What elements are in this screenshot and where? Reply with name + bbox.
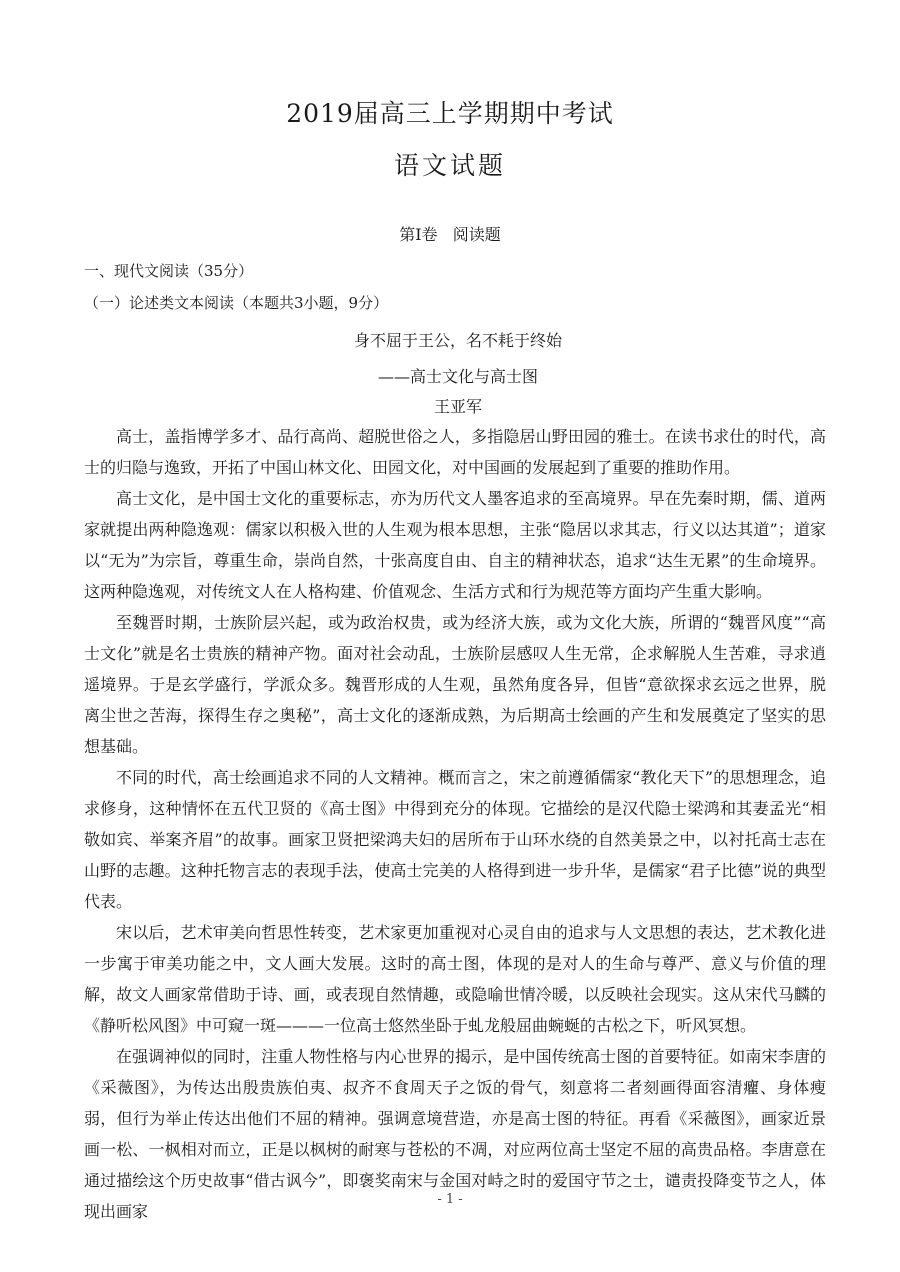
article-title: 身不屈于王公，名不耗于终始 (353, 331, 562, 350)
paragraph: 宋以后，艺术审美向哲思性转变，艺术家更加重视对心灵自由的追求与人文思想的表达，艺术教化进一步寓于审美功能之中，文人画大发展。这时的高士图，体现的是对人的生命与尊严、意义与价值的理解，故文人画家常借助于诗、画，或表现自然情趣，或隐喻世情冷暖，以反映社会现实。这从宋代马麟的《静听松风图》中可窥一斑———一位高士悠然坐卧于虬龙般屈曲蜿蜒的古松之下，听风冥想。 (84, 923, 826, 1035)
paragraph: 高士文化，是中国士文化的重要标志，亦为历代文人墨客追求的至高境界。早在先秦时期，儒、道两家就提出两种隐逸观：儒家以积极入世的人生观为根本思想，主张“隐居以求其志，行义以达其道”；道家以“无为”为宗旨，尊重生命，崇尚自然，十张高度自由、自主的精神状态，追求“达生无累”的生命境界。这两种隐逸观，对传统文人在人格构建、价值观念、生活方式和行为规范等方面均产生重大影响。 (84, 489, 826, 601)
paragraph: 至魏晋时期，士族阶层兴起，或为政治权贵，或为经济大族，或为文化大族，所谓的“魏晋风度”“高士文化”就是名士贵族的精神产物。面对社会动乱，士族阶层感叹人生无常，企求解脱人生苦难，寻求逍遥境界。于是玄学盛行，学派众多。魏晋形成的人生观，虽然角度各异，但皆“意欲探求玄远之世界，脱离尘世之苦海，探得生存之奥秘”，高士文化的逐渐成熟，为后期高士绘画的产生和发展奠定了坚实的思想基础。 (84, 613, 826, 756)
article-body (84, 421, 826, 1227)
subsection-heading: （一）论述类文本阅读（本题共3小题，9分） (84, 294, 389, 312)
article-author: 王亚军 (433, 397, 482, 416)
paragraph: 不同的时代，高士绘画追求不同的人文精神。概而言之，宋之前遵循儒家“教化天下”的思想理念，追求修身，这种情怀在五代卫贤的《高士图》中得到充分的体现。它描绘的是汉代隐士梁鸿和其妻孟光“相敬如宾、举案齐眉”的故事。画家卫贤把梁鸿夫妇的居所布于山环水绕的自然美景之中，以衬托高士志在山野的志趣。这种托物言志的表现手法，使高士完美的人格得到进一步升华，是儒家“君子比德”说的典型代表。 (84, 768, 826, 911)
exam-subtitle: 语文试题 (393, 151, 506, 180)
article-subtitle: ——高士文化与高士图 (377, 367, 538, 386)
section-heading: 一、现代文阅读（35分） (84, 262, 254, 280)
part-heading: 第Ⅰ卷 阅读题 (399, 225, 501, 244)
paragraph: 高士，盖指博学多才、品行高尚、超脱世俗之人，多指隐居山野田园的雅士。在读书求仕的时代，高士的归隐与逸致，开拓了中国山林文化、田园文化，对中国画的发展起到了重要的推助作用。 (84, 427, 826, 477)
page-number: - 1 - (437, 1192, 463, 1207)
paragraph: 在强调神似的同时，注重人物性格与内心世界的揭示，是中国传统高士图的首要特征。如南宋李唐的《采薇图》，为传达出殷贵族伯夷、叔齐不食周天子之饭的骨气，刻意将二者刻画得面容清癯、身体瘦弱，但行为举止传达出他们不屈的精神。强调意境营造，亦是高士图的特征。再看《采薇图》，画家近景画一松、一枫相对而立，正是以枫树的耐寒与苍松的不凋，对应两位高士坚定不屈的高贵品格。李唐意在通过描绘这个历史故事“借古讽今”，即褒奖南宋与金国对峙之时的爱国守节之士，谴责投降变节之人，体现出画家 (84, 1047, 826, 1221)
exam-title: 2019届高三上学期期中考试 (286, 99, 614, 128)
